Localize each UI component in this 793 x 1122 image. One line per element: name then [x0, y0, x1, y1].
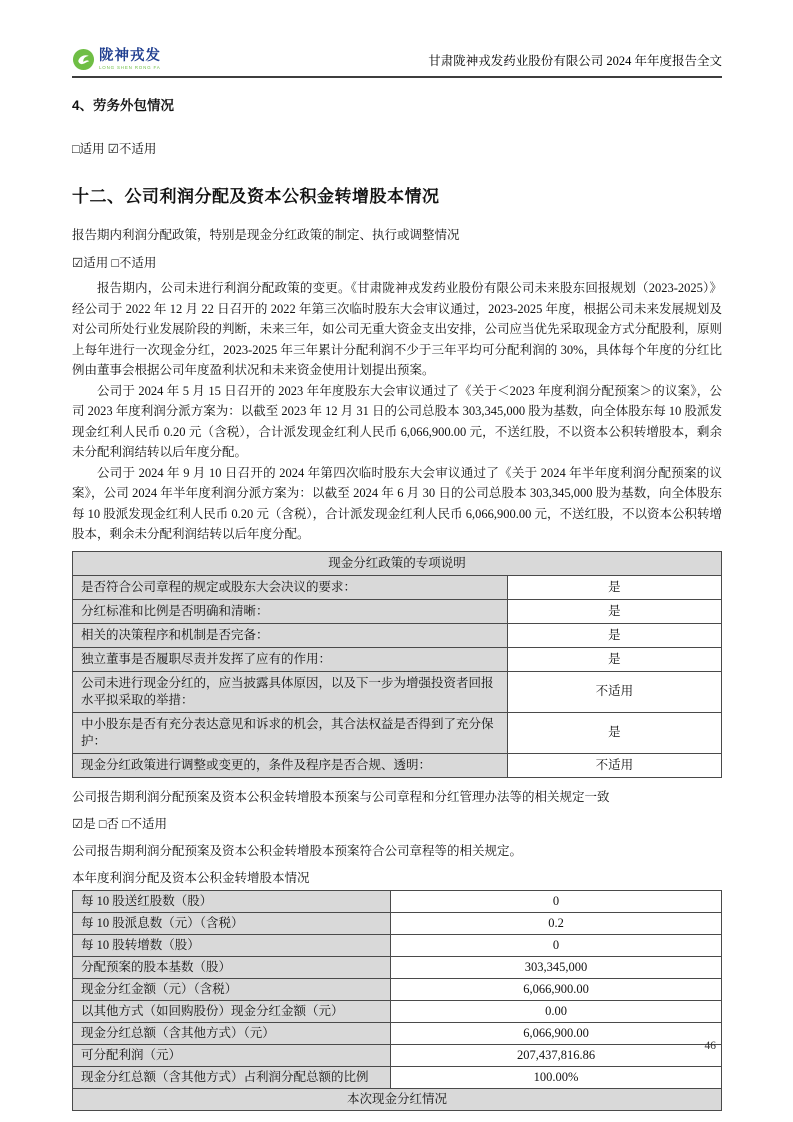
table-row — [73, 956, 722, 978]
table-row — [73, 712, 722, 753]
company-logo — [72, 48, 161, 71]
consistency-statement: 公司报告期利润分配预案及资本公积金转增股本预案与公司章程和分红管理办法等的相关规定一致 — [72, 789, 610, 804]
row-value: 是 — [507, 599, 721, 623]
page-number: 46 — [704, 1040, 716, 1052]
row-label: 现金分红总额（含其他方式）占利润分配总额的比例 — [73, 1066, 391, 1088]
row-value: 100.00% — [391, 1066, 722, 1088]
profit-distribution-table — [72, 890, 722, 1111]
paragraph-policy-change: 报告期内，公司未进行利润分配政策的变更。《甘肃陇神戎发药业股份有限公司未来股东回报规划（2023-2025）》经公司于 2022 年 12 月 22 日召开的 2022 年第三次临时股东大会审议通过，2023-2025 年度，根据公司未来发展规划及对公司所处行业发展阶段的判断，未来三年，如公司无重大资金支出安排，公司应当优先采取现金方式分配股利，原则上每年进行一次现金分红，2023-2025 年三年累计分配利润不少于三年平均可分配利润的 30%，具体每个年度的分红比例由董事会根据公司年度盈利状况和未来资金使用计划提出预案。 — [72, 281, 723, 377]
consistency-checkboxes: ☑是 □否 □不适用 — [72, 816, 168, 831]
table-row — [73, 912, 722, 934]
paragraph-2023-dividend: 公司于 2024 年 5 月 15 日召开的 2023 年年度股东大会审议通过了《关于＜2023 年度利润分配预案＞的议案》，公司 2023 年度利润分派方案为：以截至 2023 年 12 月 31 日的公司总股本 303,345,000 股为基数，向全体股东每 10 股派发现金红利人民币 0.20 元（含税），合计派发现金红利人民币 6,066,900.00 元，不送红股，不以资本公积转增股本，剩余未分配利润结转以后年度分配。 — [72, 383, 723, 459]
section12-heading: 十二、公司利润分配及资本公积金转增股本情况 — [72, 187, 440, 206]
row-label: 分红标准和比例是否明确和清晰： — [73, 599, 508, 623]
company-logo-icon — [72, 48, 95, 71]
company-logo-name: 陇神戎发 — [99, 48, 161, 64]
row-label: 可分配利润（元） — [73, 1044, 391, 1066]
paragraph-2024-interim-dividend: 公司于 2024 年 9 月 10 日召开的 2024 年第四次临时股东大会审议通过了《关于 2024 年半年度利润分配预案的议案》，公司 2024 年半年度利润分派方案为：以截至 2024 年 6 月 30 日的公司总股本 303,345,000 股为基数，向全体股东每 10 股派发现金红利人民币 0.20 元（含税），合计派发现金红利人民币 6,066,900.00 元，不送红股，不以资本公积转增股本，剩余未分配利润结转以后年度分配。 — [72, 465, 723, 541]
row-value: 207,437,816.86 — [391, 1044, 722, 1066]
compliance-statement: 公司报告期利润分配预案及资本公积金转增股本预案符合公司章程等的相关规定。 — [72, 843, 523, 858]
policy-intro-line: 报告期内利润分配政策，特别是现金分红政策的制定、执行或调整情况 — [72, 228, 460, 242]
row-label: 相关的决策程序和机制是否完备： — [73, 623, 508, 647]
policy-paragraphs — [72, 278, 722, 545]
table2-footer-cell: 本次现金分红情况 — [73, 1088, 722, 1110]
row-value: 是 — [507, 623, 721, 647]
row-label: 现金分红总额（含其他方式）（元） — [73, 1022, 391, 1044]
row-value: 303,345,000 — [391, 956, 722, 978]
row-label: 每 10 股送红股数（股） — [73, 890, 391, 912]
section4-heading: 4、劳务外包情况 — [72, 98, 175, 113]
company-logo-text — [99, 49, 161, 70]
table-row — [73, 599, 722, 623]
table-row — [73, 647, 722, 671]
distribution-table-caption: 本年度利润分配及资本公积金转增股本情况 — [72, 870, 310, 885]
table-row — [73, 978, 722, 1000]
row-label: 独立董事是否履职尽责并发挥了应有的作用： — [73, 647, 508, 671]
table-row — [73, 671, 722, 712]
table-header-row — [73, 551, 722, 575]
row-value: 0.2 — [391, 912, 722, 934]
table-row — [73, 1066, 722, 1088]
table-row — [73, 890, 722, 912]
row-value: 6,066,900.00 — [391, 978, 722, 1000]
page-header — [72, 0, 722, 78]
row-label: 以其他方式（如回购股份）现金分红金额（元） — [73, 1000, 391, 1022]
company-logo-subtitle: LONG SHEN RONG FA — [99, 64, 161, 70]
row-label: 分配预案的股本基数（股） — [73, 956, 391, 978]
table1-title-cell: 现金分红政策的专项说明 — [73, 551, 722, 575]
row-label: 公司未进行现金分红的，应当披露具体原因，以及下一步为增强投资者回报水平拟采取的举措： — [73, 671, 508, 712]
row-label: 现金分红政策进行调整或变更的，条件及程序是否合规、透明： — [73, 753, 508, 777]
table-row — [73, 623, 722, 647]
row-value: 6,066,900.00 — [391, 1022, 722, 1044]
row-value: 是 — [507, 712, 721, 753]
cash-dividend-policy-table — [72, 551, 722, 778]
row-label: 每 10 股转增数（股） — [73, 934, 391, 956]
table-row — [73, 575, 722, 599]
section4-applicability-checkboxes: □适用 ☑不适用 — [72, 142, 157, 156]
table-footer-row — [73, 1088, 722, 1110]
table-row — [73, 934, 722, 956]
row-label: 是否符合公司章程的规定或股东大会决议的要求： — [73, 575, 508, 599]
row-label: 中小股东是否有充分表达意见和诉求的机会，其合法权益是否得到了充分保护： — [73, 712, 508, 753]
row-value: 是 — [507, 647, 721, 671]
table-row — [73, 753, 722, 777]
document-title: 甘肃陇神戎发药业股份有限公司 2024 年年度报告全文 — [428, 54, 722, 68]
row-label: 现金分红金额（元）（含税） — [73, 978, 391, 1000]
policy-applicability-checkboxes: ☑适用 □不适用 — [72, 256, 157, 270]
report-page — [72, 0, 722, 1122]
row-value: 0 — [391, 890, 722, 912]
table-row — [73, 1000, 722, 1022]
row-value: 不适用 — [507, 671, 721, 712]
row-value: 0 — [391, 934, 722, 956]
row-label: 每 10 股派息数（元）（含税） — [73, 912, 391, 934]
row-value: 不适用 — [507, 753, 721, 777]
row-value: 是 — [507, 575, 721, 599]
row-value: 0.00 — [391, 1000, 722, 1022]
